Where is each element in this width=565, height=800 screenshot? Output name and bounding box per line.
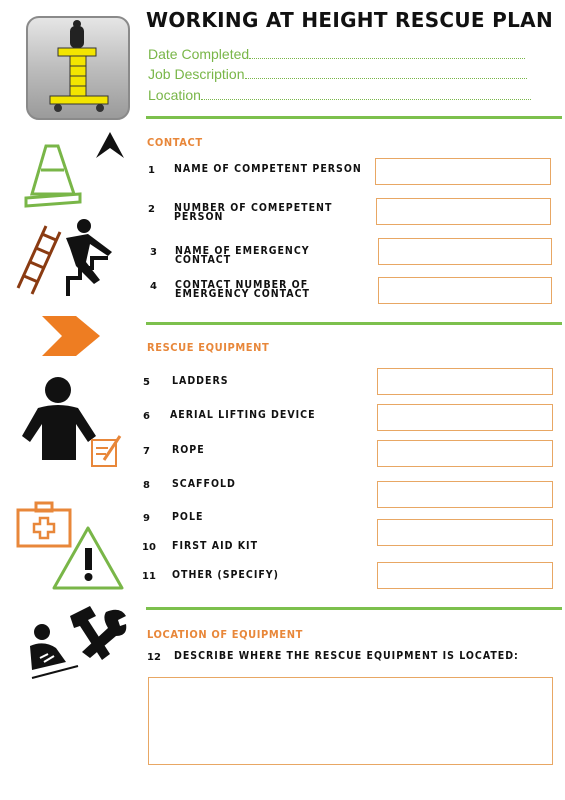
equipment-location-textarea[interactable] bbox=[148, 677, 553, 765]
item-number: 7 bbox=[143, 446, 150, 457]
item-number: 12 bbox=[147, 652, 161, 663]
chevron-up-icon bbox=[94, 128, 126, 160]
warning-triangle-icon bbox=[52, 524, 124, 592]
item-label: LADDERS bbox=[172, 375, 229, 387]
job-description-field[interactable] bbox=[245, 78, 527, 79]
date-completed-field[interactable] bbox=[249, 58, 525, 59]
item-number: 3 bbox=[150, 247, 157, 258]
competent-person-number-input[interactable] bbox=[376, 198, 551, 225]
divider bbox=[146, 322, 562, 325]
date-completed-row bbox=[148, 46, 525, 62]
job-description-row bbox=[148, 66, 527, 82]
location-field[interactable] bbox=[201, 99, 531, 100]
item-label: ROPE bbox=[172, 444, 205, 456]
item-number: 9 bbox=[143, 513, 150, 524]
page-title: WORKING AT HEIGHT RESCUE PLAN bbox=[146, 8, 553, 32]
item-number: 4 bbox=[150, 281, 157, 292]
item-label: POLE bbox=[172, 511, 204, 523]
pole-input[interactable] bbox=[377, 519, 553, 546]
other-specify-input[interactable] bbox=[377, 562, 553, 589]
item-label: DESCRIBE WHERE THE RESCUE EQUIPMENT IS LOCATED: bbox=[174, 650, 519, 662]
item-number: 2 bbox=[148, 204, 155, 215]
item-label: NAME OF COMPETENT PERSON bbox=[174, 163, 362, 175]
job-description-label: Job Description bbox=[148, 66, 245, 82]
location-label: Location bbox=[148, 87, 201, 103]
section-heading-location-of-equipment: LOCATION OF EQUIPMENT bbox=[147, 628, 303, 641]
item-label: AERIAL LIFTING DEVICE bbox=[170, 409, 316, 421]
item-label: CONTACT NUMBER OF EMERGENCY CONTACT bbox=[175, 279, 310, 300]
item-label: FIRST AID KIT bbox=[172, 540, 259, 552]
emergency-contact-number-input[interactable] bbox=[378, 277, 552, 304]
aerial-lifting-device-input[interactable] bbox=[377, 404, 553, 431]
emergency-contact-name-input[interactable] bbox=[378, 238, 552, 265]
section-heading-contact: CONTACT bbox=[147, 136, 203, 149]
item-number: 6 bbox=[143, 411, 150, 422]
item-number: 11 bbox=[142, 571, 156, 582]
item-number: 10 bbox=[142, 542, 156, 553]
scaffold-input[interactable] bbox=[377, 481, 553, 508]
hammer-wrench-icon bbox=[68, 606, 130, 662]
divider bbox=[146, 607, 562, 610]
item-number: 5 bbox=[143, 377, 150, 388]
item-label: NAME OF EMERGENCY CONTACT bbox=[175, 245, 310, 266]
rope-input[interactable] bbox=[377, 440, 553, 467]
location-row bbox=[148, 87, 531, 103]
falling-from-ladder-icon bbox=[16, 218, 126, 298]
item-number: 1 bbox=[148, 165, 155, 176]
divider bbox=[146, 116, 562, 119]
arrow-right-icon bbox=[42, 316, 100, 356]
item-label: SCAFFOLD bbox=[172, 478, 236, 490]
competent-person-name-input[interactable] bbox=[375, 158, 551, 185]
ladders-input[interactable] bbox=[377, 368, 553, 395]
worker-with-clipboard-icon bbox=[16, 376, 126, 468]
item-number: 8 bbox=[143, 480, 150, 491]
date-completed-label: Date Completed bbox=[148, 46, 250, 62]
item-label: NUMBER OF COMEPETENT PERSON bbox=[174, 202, 333, 223]
section-heading-rescue-equipment: RESCUE EQUIPMENT bbox=[147, 341, 270, 354]
scissor-lift-logo-icon bbox=[26, 16, 130, 120]
item-label: OTHER (SPECIFY) bbox=[172, 569, 279, 581]
traffic-cone-icon bbox=[24, 142, 82, 208]
